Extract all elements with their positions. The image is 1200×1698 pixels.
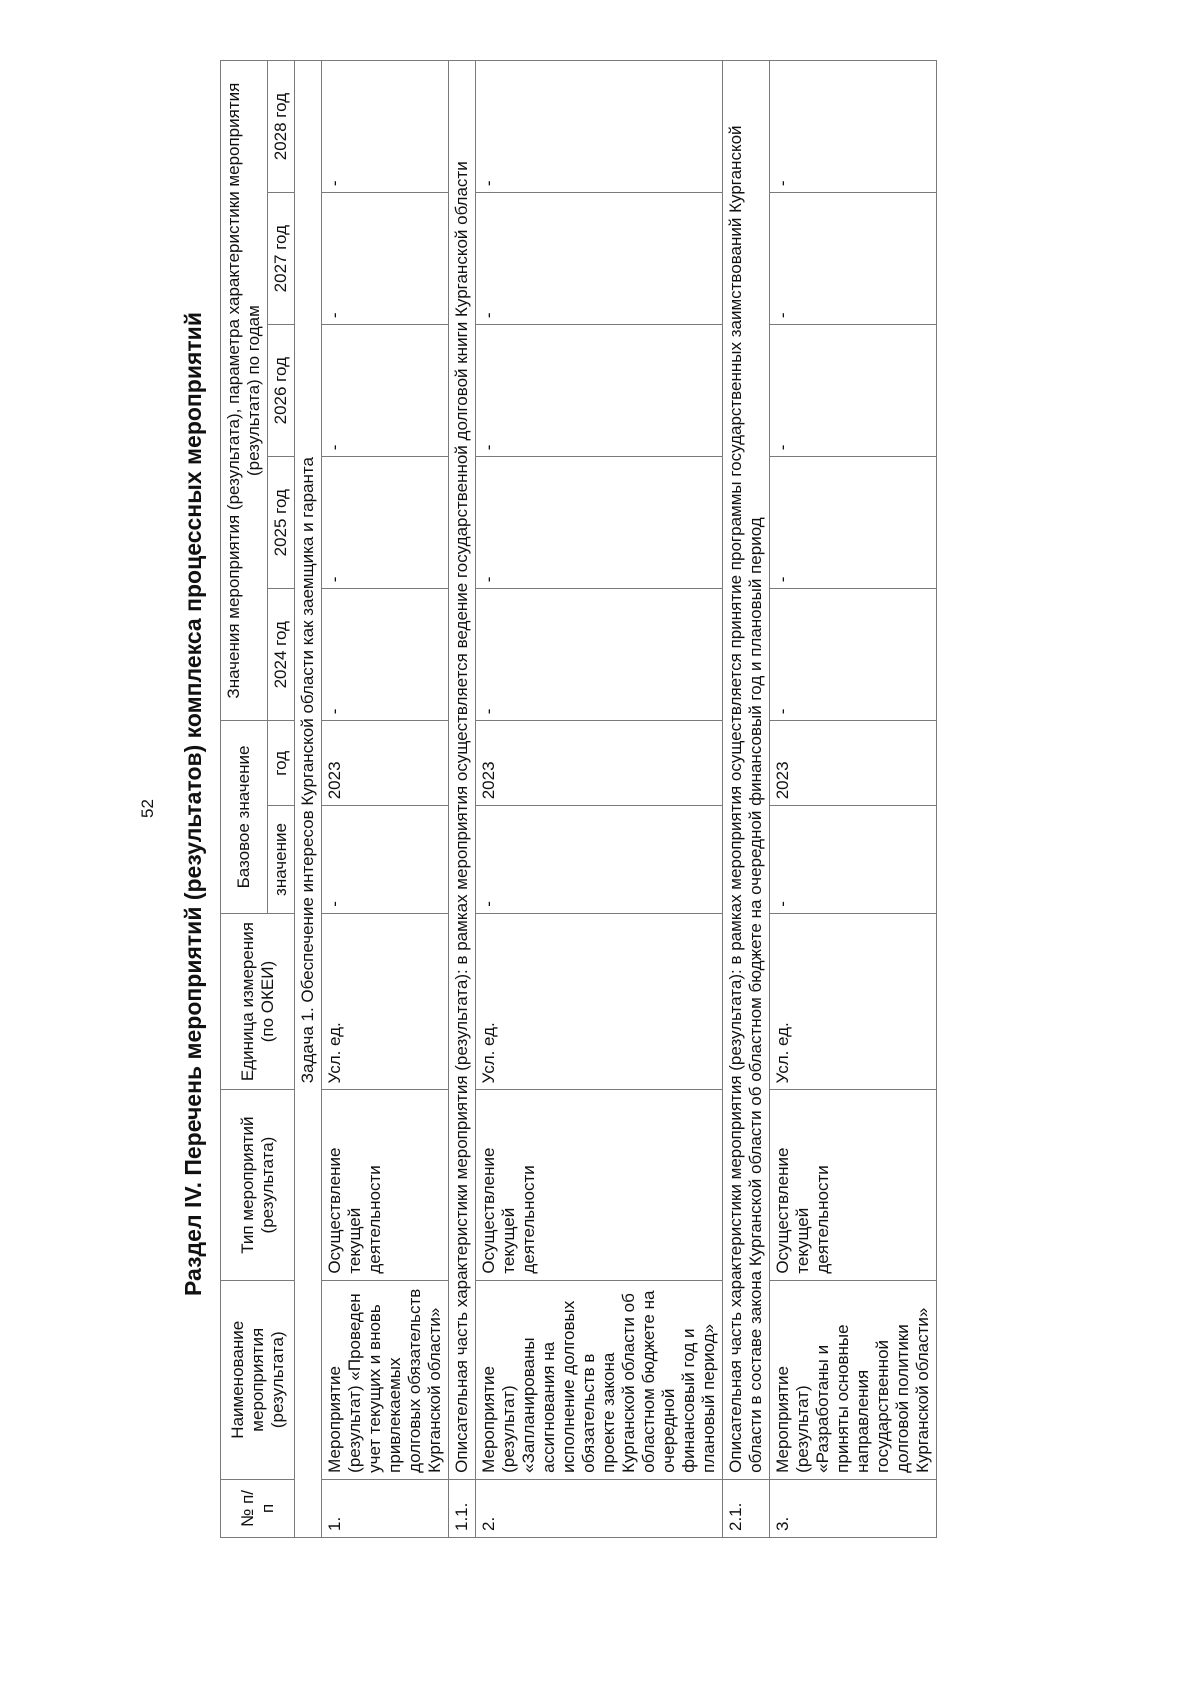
header-year-2024: 2024 год: [268, 589, 295, 721]
row-num: 3.: [770, 1479, 937, 1537]
description-row: [449, 61, 476, 1538]
row-num: 1.1.: [449, 1479, 476, 1537]
row-value-2028: -: [770, 61, 937, 193]
row-base-value: -: [770, 806, 937, 913]
task-row: [295, 61, 322, 1538]
row-type: Осуществление текущей деятельности: [322, 1090, 449, 1280]
header-name: Наименование мероприятия (результата): [221, 1280, 295, 1479]
row-num: 2.: [476, 1479, 723, 1537]
row-value-2028: -: [322, 61, 449, 193]
row-base-year: 2023: [770, 721, 937, 806]
header-base-value: значение: [268, 806, 295, 913]
row-base-year: 2023: [322, 721, 449, 806]
measures-table: [220, 60, 937, 1538]
header-year-2028: 2028 год: [268, 61, 295, 193]
row-base-year: 2023: [476, 721, 723, 806]
row-unit: Усл. ед.: [770, 913, 937, 1090]
row-num: 1.: [322, 1479, 449, 1537]
row-value-2025: -: [770, 457, 937, 589]
row-value-2027: -: [770, 193, 937, 325]
row-value-2024: -: [770, 589, 937, 721]
section-title: Раздел IV. Перечень мероприятий (результатов) комплекса процессных мероприятий: [180, 312, 206, 1296]
header-unit: Единица измерения (по ОКЕИ): [221, 913, 295, 1090]
row-unit: Усл. ед.: [322, 913, 449, 1090]
row-value-2028: -: [476, 61, 723, 193]
row-value-2027: -: [322, 193, 449, 325]
header-base: Базовое значение: [221, 721, 268, 913]
table-header: [221, 61, 295, 1538]
header-year-2027: 2027 год: [268, 193, 295, 325]
header-year-2025: 2025 год: [268, 457, 295, 589]
document-page: [42, 0, 1200, 1608]
row-value-2026: -: [322, 325, 449, 457]
row-num: 2.1.: [723, 1479, 770, 1537]
row-value-2024: -: [322, 589, 449, 721]
row-name: Мероприятие (результат) «Запланированы ассигнования на исполнение долговых обязательств в проекте закона Курганской области об областном бюджете на очередной финансовый год и плановый период»: [476, 1280, 723, 1479]
row-description: Описательная часть характеристики мероприятия (результата): в рамках мероприятия осуществляется принятие программы государственных заимствований Курганской области в составе закона Курганской области об областном бюджете на очередной финансовый год и плановый период: [723, 61, 770, 1480]
table-row: [476, 61, 723, 1538]
row-value-2026: -: [476, 325, 723, 457]
row-type: Осуществление текущей деятельности: [476, 1090, 723, 1280]
row-base-value: -: [476, 806, 723, 913]
header-base-year: год: [268, 721, 295, 806]
row-value-2025: -: [322, 457, 449, 589]
row-unit: Усл. ед.: [476, 913, 723, 1090]
row-type: Осуществление текущей деятельности: [770, 1090, 937, 1280]
description-row: [723, 61, 770, 1538]
row-base-value: -: [322, 806, 449, 913]
table-row: [770, 61, 937, 1538]
row-value-2025: -: [476, 457, 723, 589]
table-row: [322, 61, 449, 1538]
row-name: Мероприятие (результат) «Разработаны и приняты основные направления государственной долговой политики Курганской области»: [770, 1280, 937, 1479]
row-value-2024: -: [476, 589, 723, 721]
header-values: Значения мероприятия (результата), параметра характеристики мероприятия (результата) по годам: [221, 61, 268, 721]
row-name: Мероприятие (результат) «Проведен учет текущих и вновь привлекаемых долговых обязательств Курганской области»: [322, 1280, 449, 1479]
header-type: Тип мероприятий (результата): [221, 1090, 295, 1280]
row-value-2027: -: [476, 193, 723, 325]
task-text: Задача 1. Обеспечение интересов Курганской области как заемщика и гаранта: [295, 61, 322, 1480]
page-number: 52: [138, 799, 157, 818]
header-num: № п/п: [221, 1479, 295, 1537]
row-value-2026: -: [770, 325, 937, 457]
header-year-2026: 2026 год: [268, 325, 295, 457]
row-description: Описательная часть характеристики мероприятия (результата): в рамках мероприятия осуществляется ведение государственной долговой книги Курганской области: [449, 61, 476, 1480]
